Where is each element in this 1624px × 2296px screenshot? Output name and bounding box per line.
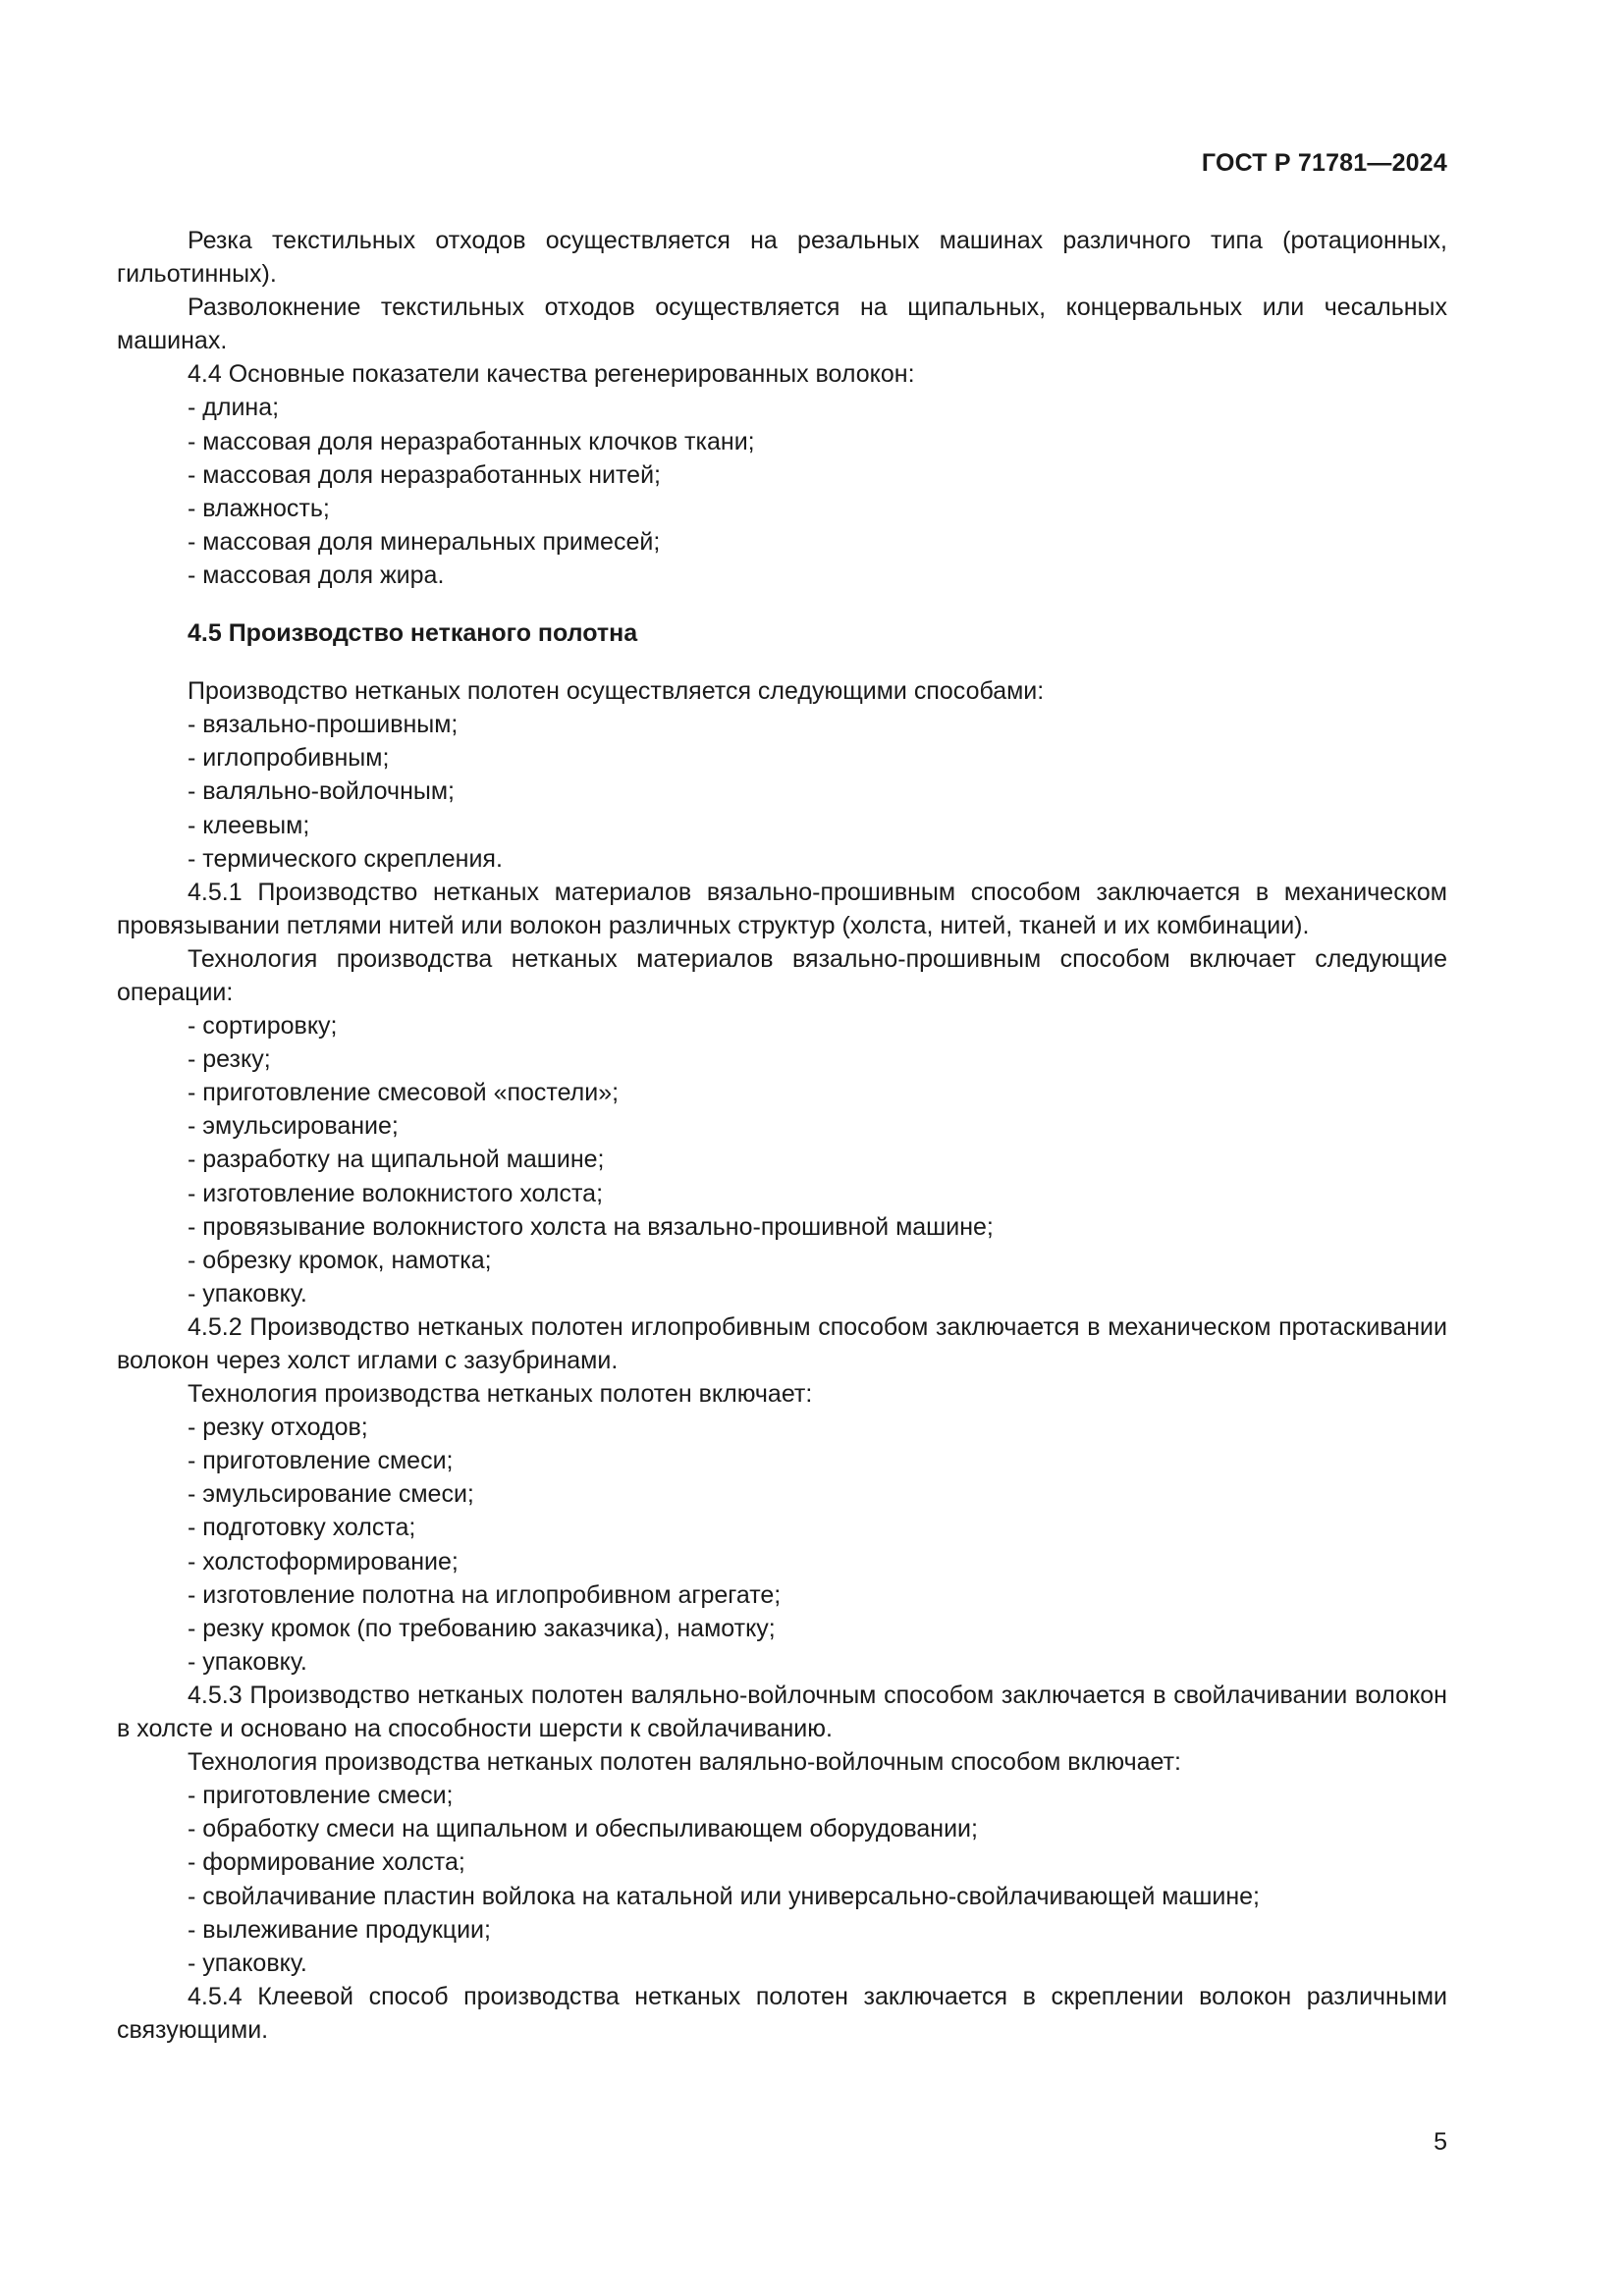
paragraph-cutting: Резка текстильных отходов осуществляется на резальных машинах различного типа (ротационных, гильотинных). xyxy=(117,227,1447,289)
list-item: - массовая доля неразработанных нитей; xyxy=(188,460,661,489)
list-item: - эмульсирование; xyxy=(188,1112,399,1141)
list-item: - массовая доля минеральных примесей; xyxy=(188,527,661,556)
list-item: - сортировку; xyxy=(188,1012,338,1041)
list-item: - массовая доля неразработанных клочков ткани; xyxy=(188,427,755,455)
list-item: - массовая доля жира. xyxy=(188,561,445,589)
list-item: - клеевым; xyxy=(188,811,310,839)
list-item: - упаковку. xyxy=(188,1949,307,1977)
document-body xyxy=(117,224,1447,2047)
document-code-header: ГОСТ Р 71781—2024 xyxy=(1201,149,1447,177)
list-item: - резку кромок (по требованию заказчика), намотку; xyxy=(188,1614,776,1642)
clause-4-5-1: 4.5.1 Производство нетканых материалов вязально-прошивным способом заключается в механическом провязывании петлями нитей или волокон различных структур (холста, нитей, тканей и их комбинации). xyxy=(117,878,1447,939)
list-item: - приготовление смеси; xyxy=(188,1447,454,1475)
list-item: - упаковку. xyxy=(188,1647,307,1676)
list-item: - изготовление полотна на иглопробивном агрегате; xyxy=(188,1580,782,1609)
section-title-4-5: 4.5 Производство нетканого полотна xyxy=(188,619,638,648)
clause-4-5-lead: Производство нетканых полотен осуществляется следующими способами: xyxy=(188,677,1045,706)
page-number: 5 xyxy=(1434,2128,1447,2156)
list-item: - иглопробивным; xyxy=(188,744,390,773)
list-item: - резку отходов; xyxy=(188,1414,368,1442)
list-item: - приготовление смесовой «постели»; xyxy=(188,1079,620,1107)
list-item: - приготовление смеси; xyxy=(188,1782,454,1810)
list-item: - вязально-прошивным; xyxy=(188,711,459,739)
list-item: - длина; xyxy=(188,394,280,422)
list-item: - эмульсирование смеси; xyxy=(188,1480,474,1509)
list-item: - резку; xyxy=(188,1045,271,1074)
list-item: - разработку на щипальной машине; xyxy=(188,1146,605,1174)
list-item: - изготовление волокнистого холста; xyxy=(188,1179,604,1207)
list-item: - валяльно-войлочным; xyxy=(188,777,455,806)
list-item: - влажность; xyxy=(188,494,330,522)
list-item: - свойлачивание пластин войлока на катальной или универсально-свойлачивающей машине; xyxy=(188,1882,1260,1910)
clause-4-5-3: 4.5.3 Производство нетканых полотен валяльно-войлочным способом заключается в свойлачивании волокон в холсте и основано на способности шерсти к свойлачиванию. xyxy=(117,1681,1447,1743)
clause-4-5-2-technology: Технология производства нетканых полотен включает: xyxy=(188,1380,813,1409)
clause-4-5-1-technology: Технология производства нетканых материалов вязально-прошивным способом включает следующие операции: xyxy=(117,944,1447,1006)
list-item: - вылеживание продукции; xyxy=(188,1915,491,1944)
list-item: - подготовку холста; xyxy=(188,1514,416,1542)
list-item: - обработку смеси на щипальном и обеспыливающем оборудовании; xyxy=(188,1815,978,1843)
clause-4-5-3-technology: Технология производства нетканых полотен валяльно-войлочным способом включает: xyxy=(188,1748,1181,1777)
list-item: - упаковку. xyxy=(188,1279,307,1308)
clause-4-5-2: 4.5.2 Производство нетканых полотен иглопробивным способом заключается в механическом протаскивании волокон через холст иглами с зазубринами. xyxy=(117,1312,1447,1374)
list-item: - формирование холста; xyxy=(188,1848,465,1877)
list-item: - обрезку кромок, намотка; xyxy=(188,1246,492,1274)
list-item: - термического скрепления. xyxy=(188,844,503,873)
clause-4-4-lead: 4.4 Основные показатели качества регенерированных волокон: xyxy=(188,360,915,389)
list-item: - холстоформирование; xyxy=(188,1547,459,1575)
clause-4-5-4: 4.5.4 Клеевой способ производства нетканых полотен заключается в скреплении волокон различными связующими. xyxy=(117,1982,1447,2044)
list-item: - провязывание волокнистого холста на вязально-прошивной машине; xyxy=(188,1212,994,1241)
paragraph-fiberizing: Разволокнение текстильных отходов осуществляется на щипальных, концервальных или чесальных машинах. xyxy=(117,294,1447,355)
